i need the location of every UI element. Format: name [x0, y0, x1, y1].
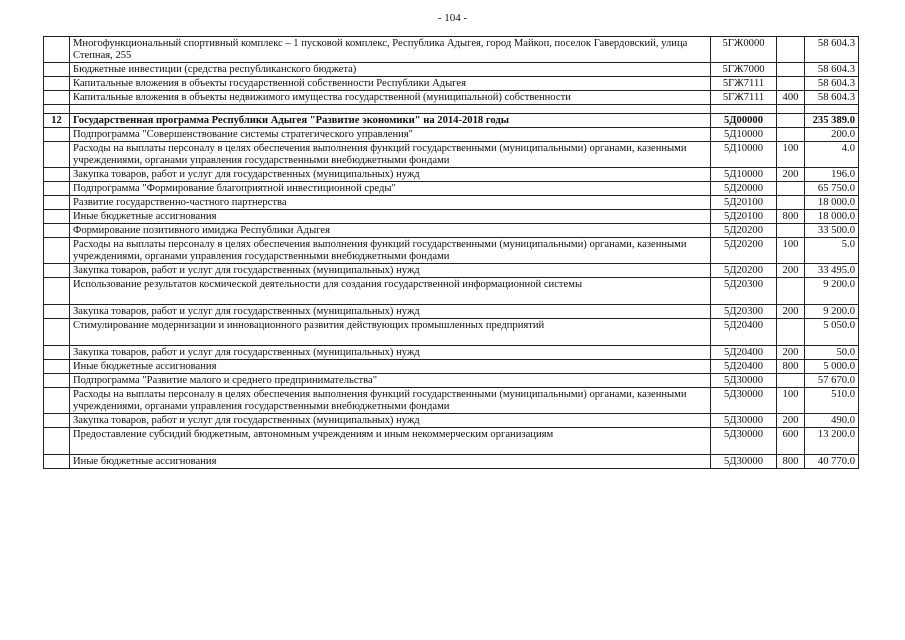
row-code: 5Д00000 [711, 114, 777, 128]
row-number [44, 428, 70, 455]
row-code: 5Д30000 [711, 388, 777, 414]
row-amount: 58 604.3 [805, 37, 859, 63]
row-code: 5Д20200 [711, 264, 777, 278]
row-name: Расходы на выплаты персоналу в целях обеспечения выполнения функций государственными (муниципальными) органами, казенными учреждениями, органами управления государственными внебюджетными фондами [70, 388, 711, 414]
row-expense-type [777, 374, 805, 388]
table-row [44, 210, 859, 224]
table-row [44, 278, 859, 305]
row-expense-type: 600 [777, 428, 805, 455]
row-name [70, 105, 711, 114]
row-amount: 18 000.0 [805, 196, 859, 210]
row-number [44, 77, 70, 91]
budget-table [43, 36, 859, 469]
row-number [44, 210, 70, 224]
row-number: 12 [44, 114, 70, 128]
row-amount: 58 604.3 [805, 63, 859, 77]
row-name: Закупка товаров, работ и услуг для государственных (муниципальных) нужд [70, 168, 711, 182]
row-code: 5ГЖ7000 [711, 63, 777, 77]
row-name: Расходы на выплаты персоналу в целях обеспечения выполнения функций государственными (муниципальными) органами, казенными учреждениями, органами управления государственными внебюджетными фондами [70, 142, 711, 168]
table-row [44, 305, 859, 319]
row-expense-type: 200 [777, 168, 805, 182]
row-expense-type: 400 [777, 91, 805, 105]
table-row [44, 63, 859, 77]
row-name: Иные бюджетные ассигнования [70, 360, 711, 374]
row-number [44, 374, 70, 388]
row-expense-type: 200 [777, 414, 805, 428]
row-code: 5ГЖ0000 [711, 37, 777, 63]
row-name: Бюджетные инвестиции (средства республиканского бюджета) [70, 63, 711, 77]
row-amount: 196.0 [805, 168, 859, 182]
row-amount [805, 105, 859, 114]
row-code: 5Д20100 [711, 196, 777, 210]
row-expense-type: 800 [777, 455, 805, 469]
row-code: 5Д30000 [711, 428, 777, 455]
row-name: Подпрограмма "Развитие малого и среднего предпринимательства" [70, 374, 711, 388]
row-name: Иные бюджетные ассигнования [70, 210, 711, 224]
table-row [44, 319, 859, 346]
row-number [44, 414, 70, 428]
table-row [44, 346, 859, 360]
row-code: 5Д10000 [711, 128, 777, 142]
row-number [44, 63, 70, 77]
row-code: 5Д10000 [711, 142, 777, 168]
row-expense-type: 800 [777, 210, 805, 224]
row-number [44, 455, 70, 469]
table-row [44, 168, 859, 182]
row-code: 5Д20200 [711, 238, 777, 264]
row-expense-type: 800 [777, 360, 805, 374]
table-row [44, 105, 859, 114]
row-amount: 5.0 [805, 238, 859, 264]
table-row [44, 388, 859, 414]
row-amount: 50.0 [805, 346, 859, 360]
row-amount: 5 050.0 [805, 319, 859, 346]
row-number [44, 196, 70, 210]
table-row [44, 455, 859, 469]
row-name: Использование результатов космической деятельности для создания государственной информационной системы [70, 278, 711, 305]
row-name: Развитие государственно-частного партнерства [70, 196, 711, 210]
row-number [44, 142, 70, 168]
row-amount: 65 750.0 [805, 182, 859, 196]
table-row [44, 142, 859, 168]
row-code: 5Д20300 [711, 305, 777, 319]
row-expense-type [777, 319, 805, 346]
table-row [44, 414, 859, 428]
row-amount: 510.0 [805, 388, 859, 414]
row-amount: 33 495.0 [805, 264, 859, 278]
row-expense-type: 200 [777, 264, 805, 278]
row-code: 5ГЖ7111 [711, 77, 777, 91]
row-amount: 200.0 [805, 128, 859, 142]
table-row [44, 224, 859, 238]
row-expense-type [777, 77, 805, 91]
row-expense-type [777, 37, 805, 63]
row-name: Капитальные вложения в объекты недвижимого имущества государственной (муниципальной) собственности [70, 91, 711, 105]
row-code: 5Д20400 [711, 319, 777, 346]
row-name: Закупка товаров, работ и услуг для государственных (муниципальных) нужд [70, 346, 711, 360]
row-number [44, 264, 70, 278]
table-row [44, 196, 859, 210]
table-row [44, 182, 859, 196]
row-code: 5Д20400 [711, 346, 777, 360]
row-name: Закупка товаров, работ и услуг для государственных (муниципальных) нужд [70, 264, 711, 278]
row-name: Стимулирование модернизации и инновационного развития действующих промышленных предприятий [70, 319, 711, 346]
row-name: Формирование позитивного имиджа Республики Адыгея [70, 224, 711, 238]
row-expense-type [777, 63, 805, 77]
row-amount: 18 000.0 [805, 210, 859, 224]
row-name: Закупка товаров, работ и услуг для государственных (муниципальных) нужд [70, 414, 711, 428]
table-row [44, 114, 859, 128]
row-expense-type [777, 224, 805, 238]
row-number [44, 388, 70, 414]
row-number [44, 37, 70, 63]
row-number [44, 238, 70, 264]
row-number [44, 319, 70, 346]
row-amount: 58 604.3 [805, 91, 859, 105]
table-row [44, 264, 859, 278]
row-expense-type [777, 278, 805, 305]
table-row [44, 374, 859, 388]
row-name: Подпрограмма "Совершенствование системы стратегического управления" [70, 128, 711, 142]
row-code: 5Д30000 [711, 455, 777, 469]
row-code [711, 105, 777, 114]
row-code: 5ГЖ7111 [711, 91, 777, 105]
row-expense-type [777, 128, 805, 142]
row-code: 5Д20100 [711, 210, 777, 224]
row-name: Предоставление субсидий бюджетным, автономным учреждениям и иным некоммерческим организациям [70, 428, 711, 455]
row-number [44, 360, 70, 374]
row-code: 5Д20400 [711, 360, 777, 374]
row-number [44, 182, 70, 196]
row-number [44, 224, 70, 238]
row-code: 5Д10000 [711, 168, 777, 182]
row-code: 5Д20200 [711, 224, 777, 238]
row-expense-type: 200 [777, 346, 805, 360]
row-number [44, 305, 70, 319]
page-number: - 104 - [437, 12, 468, 24]
table-row [44, 128, 859, 142]
row-code: 5Д30000 [711, 374, 777, 388]
row-number [44, 278, 70, 305]
row-code: 5Д20300 [711, 278, 777, 305]
row-amount: 9 200.0 [805, 278, 859, 305]
row-expense-type [777, 196, 805, 210]
budget-table-body [44, 37, 859, 469]
row-expense-type: 200 [777, 305, 805, 319]
table-row [44, 428, 859, 455]
row-amount: 5 000.0 [805, 360, 859, 374]
row-amount: 33 500.0 [805, 224, 859, 238]
row-expense-type [777, 182, 805, 196]
row-number [44, 346, 70, 360]
table-row [44, 238, 859, 264]
row-number [44, 105, 70, 114]
row-expense-type [777, 114, 805, 128]
row-code: 5Д20000 [711, 182, 777, 196]
row-name: Закупка товаров, работ и услуг для государственных (муниципальных) нужд [70, 305, 711, 319]
row-expense-type: 100 [777, 388, 805, 414]
row-amount: 490.0 [805, 414, 859, 428]
row-amount: 58 604.3 [805, 77, 859, 91]
row-name: Многофункциональный спортивный комплекс – 1 пусковой комплекс, Республика Адыгея, город Майкоп, поселок Гавердовский, улица Степная, 255 [70, 37, 711, 63]
row-amount: 9 200.0 [805, 305, 859, 319]
row-expense-type: 100 [777, 238, 805, 264]
table-row [44, 91, 859, 105]
row-code: 5Д30000 [711, 414, 777, 428]
row-expense-type [777, 105, 805, 114]
row-amount: 40 770.0 [805, 455, 859, 469]
row-number [44, 91, 70, 105]
row-name: Расходы на выплаты персоналу в целях обеспечения выполнения функций государственными (муниципальными) органами, казенными учреждениями, органами управления государственными внебюджетными фондами [70, 238, 711, 264]
table-row [44, 360, 859, 374]
row-number [44, 168, 70, 182]
table-row [44, 37, 859, 63]
row-amount: 235 389.0 [805, 114, 859, 128]
table-row [44, 77, 859, 91]
row-number [44, 128, 70, 142]
row-amount: 13 200.0 [805, 428, 859, 455]
row-expense-type: 100 [777, 142, 805, 168]
row-name: Капитальные вложения в объекты государственной собственности Республики Адыгея [70, 77, 711, 91]
row-amount: 57 670.0 [805, 374, 859, 388]
row-name: Подпрограмма "Формирование благоприятной инвестиционной среды" [70, 182, 711, 196]
row-name: Государственная программа Республики Адыгея "Развитие экономики" на 2014-2018 годы [70, 114, 711, 128]
row-amount: 4.0 [805, 142, 859, 168]
row-name: Иные бюджетные ассигнования [70, 455, 711, 469]
